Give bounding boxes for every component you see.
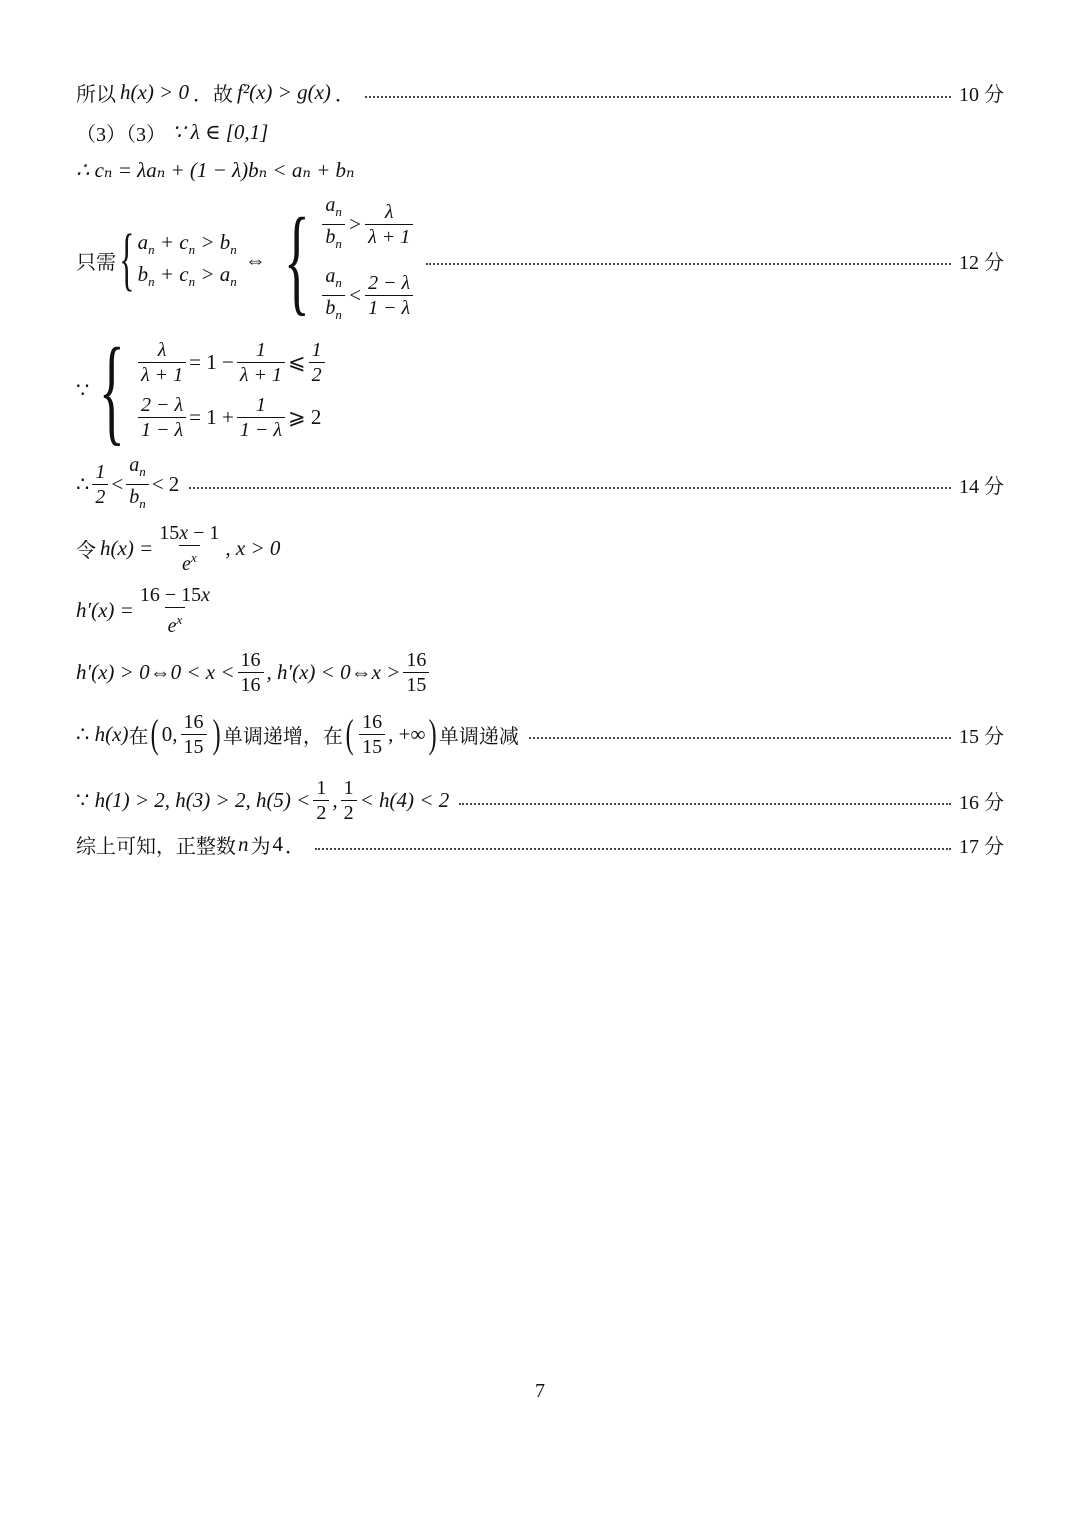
math-lambda-range: ∵ λ ∈ [0,1] (172, 120, 269, 144)
score-10: 10 分 (959, 84, 1004, 106)
dot-leader (459, 803, 951, 805)
math-cn-def: ∴ cₙ = λaₙ + (1 − λ)bₙ < aₙ + bₙ (76, 158, 355, 182)
part3-label: （3）（3） (76, 124, 166, 146)
math-ratio-bound: ∴ $\frac{1}{2}$ < $\frac{a_n}{b_n}$ < 2 (76, 453, 179, 516)
math-h-positive: h(x) > 0 (120, 80, 189, 104)
text-decreasing: 单调递减 (438, 725, 519, 748)
line-define-h (76, 520, 1004, 576)
dot-leader (426, 263, 951, 265)
math-h-def: h(x) = $\frac{15x - 1}{e^x}$ , x > 0 (100, 521, 281, 575)
text-wei: 为 (250, 836, 271, 858)
score-15: 15 分 (959, 725, 1004, 748)
text-ling: 令 (76, 539, 96, 562)
text-suoyi: 所以 (76, 84, 116, 106)
math-four: 4 (272, 832, 283, 856)
score-14: 14 分 (959, 475, 1004, 498)
score-16: 16 分 (959, 791, 1004, 814)
math-interval-decreasing: ( $\frac{16}{15}$ , +∞ ) (345, 710, 437, 758)
dot-leader (529, 737, 951, 739)
math-sign-analysis: h′(x) > 0 ⇔ 0 < x < $\frac{16}{16}$ , h′(x) < 0 ⇔ x > $\frac{16}{15}$ (76, 648, 432, 697)
line-system-condition (76, 193, 1004, 326)
math-n: n (238, 832, 249, 856)
line-cn-inequality (76, 158, 1004, 183)
math-h-prime: h′(x) = $\frac{16 - 15x}{e^x}$ (76, 583, 210, 637)
line-conclusion-part2 (76, 78, 1004, 107)
text-gu: ．故 (192, 84, 233, 106)
score-12: 12 分 (959, 251, 1004, 274)
text-summary: 综上可知，正整数 (76, 836, 236, 858)
math-therefore-h: ∴ h(x) (76, 721, 129, 746)
math-because-system: ∵ { $\frac{\lambda}{\lambda + 1}$ = 1 − $\frac{1}{\lambda + 1}$ ⩽ $\frac{1}{2}$ $\frac{2 - \lambda}{1 - \lambda}$ = 1 + $\frac{1}{1 - \lambda}$ ⩾ 2 (76, 330, 328, 450)
line-part3-header (76, 118, 1004, 147)
line-final-conclusion (76, 830, 1004, 859)
line-values (76, 772, 1004, 828)
math-system-left: { $a_n + c_n > b_n$ $b_n + c_n > a_n$ ⇔ { $\frac{a_n}{b_n}$ > $\frac{\lambda}{\lambda + 1}$ $\frac{a_n}{b_n}$ < $\frac{2 - \lambda}{1 - \lambda}$ (116, 193, 416, 327)
math-f-squared-gt-g: f²(x) > g(x) (236, 80, 331, 104)
text-zai: 在 (128, 725, 149, 748)
math-interval-increasing: ( 0, $\frac{16}{15}$ ) (151, 710, 221, 758)
text-zhixu: 只需 (76, 251, 116, 274)
dot-leader (315, 848, 951, 850)
text-period: ． (285, 836, 305, 858)
line-monotonicity (76, 706, 1004, 762)
math-h-values: ∵ h(1) > 2, h(3) > 2, h(5) < $\frac{1}{2}$ , $\frac{1}{2}$ < h(4) < 2 (76, 776, 450, 824)
text-period: ． (334, 84, 355, 106)
page-number: 7 (535, 1380, 545, 1402)
text-increasing: 单调递增，在 (222, 725, 343, 748)
line-ratio-bound (76, 453, 1004, 512)
line-because-system (76, 323, 1004, 456)
line-sign-analysis (76, 644, 1004, 700)
dot-leader (189, 487, 951, 489)
line-h-derivative (76, 582, 1004, 638)
dot-leader (365, 96, 951, 98)
score-17: 17 分 (959, 836, 1004, 858)
